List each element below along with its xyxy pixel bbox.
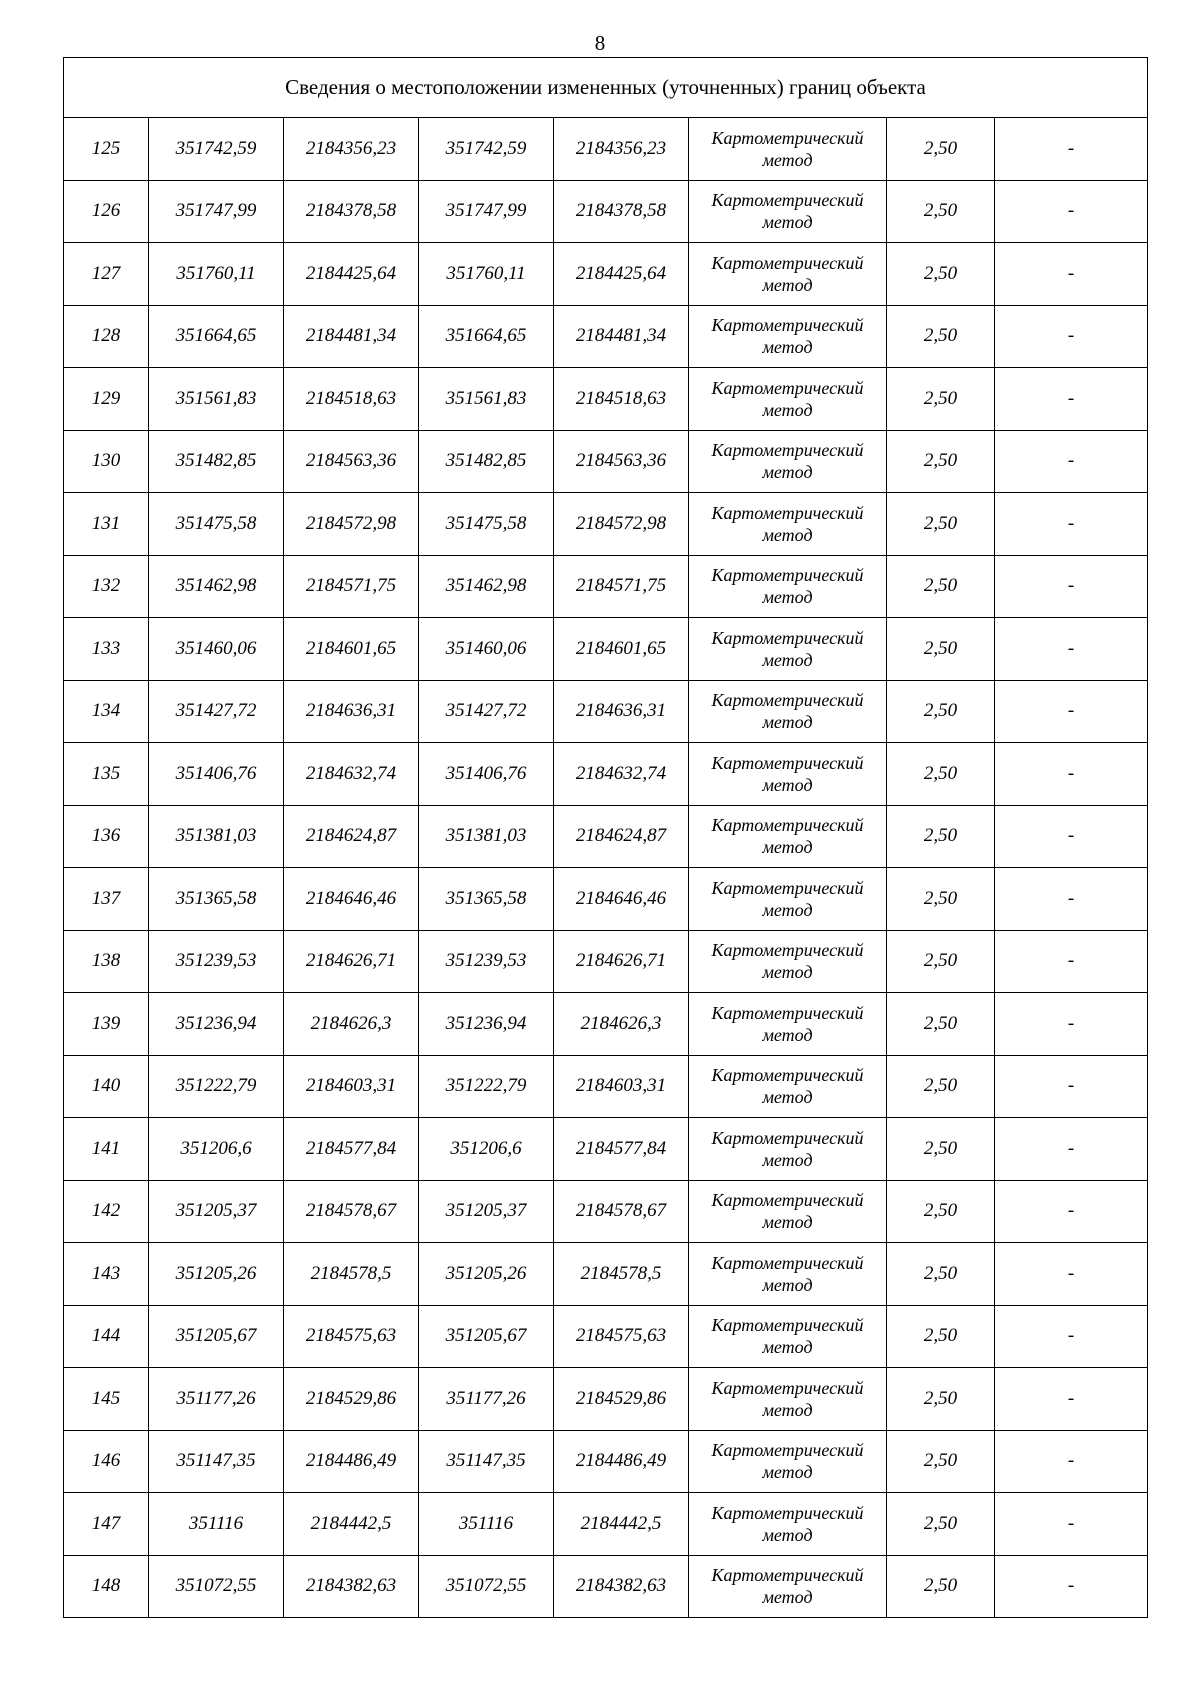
note-cell: - xyxy=(995,743,1148,806)
method-line-2: метод xyxy=(762,1024,813,1045)
method-cell xyxy=(689,118,887,181)
point-number-cell: 129 xyxy=(64,368,149,431)
method-line-1: Картометрический xyxy=(711,1565,864,1586)
precision-cell: 2,50 xyxy=(887,743,995,806)
x-old-cell: 351236,94 xyxy=(149,993,284,1056)
point-number-cell: 139 xyxy=(64,993,149,1056)
precision-cell: 2,50 xyxy=(887,868,995,931)
method-line-2: метод xyxy=(762,774,813,795)
x-old-cell: 351460,06 xyxy=(149,618,284,681)
method-cell xyxy=(689,180,887,243)
note-cell: - xyxy=(995,368,1148,431)
table-row xyxy=(64,368,1148,431)
method-line-2: метод xyxy=(762,1337,813,1358)
y-old-cell: 2184382,63 xyxy=(284,1555,419,1618)
point-number-cell: 133 xyxy=(64,618,149,681)
method-cell xyxy=(689,618,887,681)
method-line-2: метод xyxy=(762,1212,813,1233)
method-cell xyxy=(689,305,887,368)
method-line-2: метод xyxy=(762,1149,813,1170)
method-line-2: метод xyxy=(762,899,813,920)
y-new-cell: 2184624,87 xyxy=(554,805,689,868)
note-cell: - xyxy=(995,118,1148,181)
x-new-cell: 351239,53 xyxy=(419,930,554,993)
method-line-1: Картометрический xyxy=(711,1065,864,1086)
point-number-cell: 137 xyxy=(64,868,149,931)
y-new-cell: 2184425,64 xyxy=(554,243,689,306)
precision-cell: 2,50 xyxy=(887,618,995,681)
precision-cell: 2,50 xyxy=(887,1305,995,1368)
y-old-cell: 2184442,5 xyxy=(284,1493,419,1556)
method-cell xyxy=(689,1555,887,1618)
method-line-1: Картометрический xyxy=(711,315,864,336)
precision-cell: 2,50 xyxy=(887,305,995,368)
note-cell: - xyxy=(995,180,1148,243)
x-old-cell: 351475,58 xyxy=(149,493,284,556)
y-new-cell: 2184572,98 xyxy=(554,493,689,556)
x-new-cell: 351760,11 xyxy=(419,243,554,306)
method-line-1: Картометрический xyxy=(711,1440,864,1461)
y-old-cell: 2184632,74 xyxy=(284,743,419,806)
note-cell: - xyxy=(995,1243,1148,1306)
method-cell xyxy=(689,680,887,743)
y-old-cell: 2184481,34 xyxy=(284,305,419,368)
table-row xyxy=(64,930,1148,993)
y-new-cell: 2184563,36 xyxy=(554,430,689,493)
note-cell: - xyxy=(995,1555,1148,1618)
point-number-cell: 134 xyxy=(64,680,149,743)
note-cell: - xyxy=(995,618,1148,681)
method-line-2: метод xyxy=(762,962,813,983)
table-title-row xyxy=(64,58,1148,118)
method-cell xyxy=(689,743,887,806)
table-row xyxy=(64,118,1148,181)
x-new-cell: 351381,03 xyxy=(419,805,554,868)
x-new-cell: 351462,98 xyxy=(419,555,554,618)
method-line-1: Картометрический xyxy=(711,690,864,711)
x-new-cell: 351427,72 xyxy=(419,680,554,743)
note-cell: - xyxy=(995,555,1148,618)
x-new-cell: 351482,85 xyxy=(419,430,554,493)
y-old-cell: 2184563,36 xyxy=(284,430,419,493)
y-old-cell: 2184486,49 xyxy=(284,1430,419,1493)
y-old-cell: 2184518,63 xyxy=(284,368,419,431)
x-old-cell: 351147,35 xyxy=(149,1430,284,1493)
x-old-cell: 351664,65 xyxy=(149,305,284,368)
y-old-cell: 2184577,84 xyxy=(284,1118,419,1181)
note-cell: - xyxy=(995,430,1148,493)
table-row xyxy=(64,1118,1148,1181)
note-cell: - xyxy=(995,1368,1148,1431)
precision-cell: 2,50 xyxy=(887,493,995,556)
x-new-cell: 351475,58 xyxy=(419,493,554,556)
precision-cell: 2,50 xyxy=(887,1243,995,1306)
y-old-cell: 2184626,71 xyxy=(284,930,419,993)
table-row xyxy=(64,1555,1148,1618)
method-line-1: Картометрический xyxy=(711,1127,864,1148)
y-new-cell: 2184382,63 xyxy=(554,1555,689,1618)
method-line-1: Картометрический xyxy=(711,940,864,961)
method-cell xyxy=(689,993,887,1056)
method-cell xyxy=(689,805,887,868)
x-new-cell: 351236,94 xyxy=(419,993,554,1056)
note-cell: - xyxy=(995,493,1148,556)
y-new-cell: 2184529,86 xyxy=(554,1368,689,1431)
y-old-cell: 2184601,65 xyxy=(284,618,419,681)
x-new-cell: 351365,58 xyxy=(419,868,554,931)
x-new-cell: 351222,79 xyxy=(419,1055,554,1118)
method-cell xyxy=(689,1243,887,1306)
table-row xyxy=(64,618,1148,681)
method-line-1: Картометрический xyxy=(711,502,864,523)
method-line-1: Картометрический xyxy=(711,1502,864,1523)
point-number-cell: 131 xyxy=(64,493,149,556)
point-number-cell: 144 xyxy=(64,1305,149,1368)
method-cell xyxy=(689,1305,887,1368)
y-old-cell: 2184571,75 xyxy=(284,555,419,618)
x-new-cell: 351664,65 xyxy=(419,305,554,368)
precision-cell: 2,50 xyxy=(887,1430,995,1493)
method-cell xyxy=(689,1493,887,1556)
x-old-cell: 351222,79 xyxy=(149,1055,284,1118)
x-new-cell: 351205,26 xyxy=(419,1243,554,1306)
y-old-cell: 2184636,31 xyxy=(284,680,419,743)
method-line-1: Картометрический xyxy=(711,127,864,148)
method-line-1: Картометрический xyxy=(711,627,864,648)
x-new-cell: 351116 xyxy=(419,1493,554,1556)
method-line-1: Картометрический xyxy=(711,1377,864,1398)
x-old-cell: 351742,59 xyxy=(149,118,284,181)
method-cell xyxy=(689,430,887,493)
x-old-cell: 351482,85 xyxy=(149,430,284,493)
x-new-cell: 351147,35 xyxy=(419,1430,554,1493)
y-new-cell: 2184601,65 xyxy=(554,618,689,681)
x-new-cell: 351406,76 xyxy=(419,743,554,806)
table-row xyxy=(64,243,1148,306)
precision-cell: 2,50 xyxy=(887,368,995,431)
precision-cell: 2,50 xyxy=(887,555,995,618)
method-line-2: метод xyxy=(762,1087,813,1108)
point-number-cell: 146 xyxy=(64,1430,149,1493)
y-old-cell: 2184646,46 xyxy=(284,868,419,931)
precision-cell: 2,50 xyxy=(887,180,995,243)
note-cell: - xyxy=(995,1430,1148,1493)
point-number-cell: 138 xyxy=(64,930,149,993)
method-line-1: Картометрический xyxy=(711,190,864,211)
method-line-2: метод xyxy=(762,837,813,858)
x-new-cell: 351742,59 xyxy=(419,118,554,181)
precision-cell: 2,50 xyxy=(887,680,995,743)
table-row xyxy=(64,1243,1148,1306)
x-old-cell: 351206,6 xyxy=(149,1118,284,1181)
point-number-cell: 143 xyxy=(64,1243,149,1306)
method-line-1: Картометрический xyxy=(711,1190,864,1211)
x-old-cell: 351747,99 xyxy=(149,180,284,243)
x-old-cell: 351381,03 xyxy=(149,805,284,868)
y-new-cell: 2184378,58 xyxy=(554,180,689,243)
y-old-cell: 2184578,5 xyxy=(284,1243,419,1306)
point-number-cell: 128 xyxy=(64,305,149,368)
precision-cell: 2,50 xyxy=(887,118,995,181)
x-old-cell: 351406,76 xyxy=(149,743,284,806)
point-number-cell: 147 xyxy=(64,1493,149,1556)
x-old-cell: 351205,37 xyxy=(149,1180,284,1243)
y-old-cell: 2184378,58 xyxy=(284,180,419,243)
y-old-cell: 2184578,67 xyxy=(284,1180,419,1243)
y-new-cell: 2184356,23 xyxy=(554,118,689,181)
method-line-2: метод xyxy=(762,212,813,233)
y-new-cell: 2184636,31 xyxy=(554,680,689,743)
table-body xyxy=(64,118,1148,1618)
y-new-cell: 2184578,5 xyxy=(554,1243,689,1306)
table-row xyxy=(64,555,1148,618)
table-row xyxy=(64,1055,1148,1118)
table-row xyxy=(64,493,1148,556)
method-line-1: Картометрический xyxy=(711,440,864,461)
method-line-2: метод xyxy=(762,337,813,358)
table-row xyxy=(64,993,1148,1056)
x-new-cell: 351206,6 xyxy=(419,1118,554,1181)
y-new-cell: 2184518,63 xyxy=(554,368,689,431)
y-new-cell: 2184486,49 xyxy=(554,1430,689,1493)
point-number-cell: 126 xyxy=(64,180,149,243)
point-number-cell: 148 xyxy=(64,1555,149,1618)
x-old-cell: 351462,98 xyxy=(149,555,284,618)
precision-cell: 2,50 xyxy=(887,1368,995,1431)
y-old-cell: 2184624,87 xyxy=(284,805,419,868)
y-new-cell: 2184481,34 xyxy=(554,305,689,368)
y-old-cell: 2184626,3 xyxy=(284,993,419,1056)
x-old-cell: 351205,67 xyxy=(149,1305,284,1368)
method-cell xyxy=(689,1180,887,1243)
method-line-1: Картометрический xyxy=(711,877,864,898)
table-row xyxy=(64,743,1148,806)
note-cell: - xyxy=(995,243,1148,306)
note-cell: - xyxy=(995,1055,1148,1118)
method-line-2: метод xyxy=(762,649,813,670)
y-new-cell: 2184577,84 xyxy=(554,1118,689,1181)
y-new-cell: 2184442,5 xyxy=(554,1493,689,1556)
x-new-cell: 351747,99 xyxy=(419,180,554,243)
point-number-cell: 130 xyxy=(64,430,149,493)
point-number-cell: 135 xyxy=(64,743,149,806)
point-number-cell: 140 xyxy=(64,1055,149,1118)
y-new-cell: 2184571,75 xyxy=(554,555,689,618)
method-line-2: метод xyxy=(762,274,813,295)
table-row xyxy=(64,805,1148,868)
y-old-cell: 2184356,23 xyxy=(284,118,419,181)
y-new-cell: 2184632,74 xyxy=(554,743,689,806)
precision-cell: 2,50 xyxy=(887,930,995,993)
method-cell xyxy=(689,1368,887,1431)
point-number-cell: 127 xyxy=(64,243,149,306)
x-new-cell: 351205,67 xyxy=(419,1305,554,1368)
y-old-cell: 2184572,98 xyxy=(284,493,419,556)
table-row xyxy=(64,180,1148,243)
method-line-2: метод xyxy=(762,1274,813,1295)
method-cell xyxy=(689,930,887,993)
x-old-cell: 351205,26 xyxy=(149,1243,284,1306)
table-row xyxy=(64,430,1148,493)
method-cell xyxy=(689,868,887,931)
x-old-cell: 351365,58 xyxy=(149,868,284,931)
note-cell: - xyxy=(995,993,1148,1056)
method-line-2: метод xyxy=(762,587,813,608)
point-number-cell: 141 xyxy=(64,1118,149,1181)
x-new-cell: 351561,83 xyxy=(419,368,554,431)
precision-cell: 2,50 xyxy=(887,1055,995,1118)
method-line-2: метод xyxy=(762,712,813,733)
method-line-2: метод xyxy=(762,1462,813,1483)
page-number: 8 xyxy=(594,31,606,55)
x-old-cell: 351177,26 xyxy=(149,1368,284,1431)
note-cell: - xyxy=(995,1493,1148,1556)
x-new-cell: 351072,55 xyxy=(419,1555,554,1618)
table-row xyxy=(64,1430,1148,1493)
precision-cell: 2,50 xyxy=(887,993,995,1056)
x-old-cell: 351561,83 xyxy=(149,368,284,431)
precision-cell: 2,50 xyxy=(887,1493,995,1556)
table-row xyxy=(64,1368,1148,1431)
note-cell: - xyxy=(995,930,1148,993)
table-row xyxy=(64,305,1148,368)
method-line-2: метод xyxy=(762,1524,813,1545)
y-new-cell: 2184578,67 xyxy=(554,1180,689,1243)
boundary-coordinates-table xyxy=(63,57,1148,1618)
note-cell: - xyxy=(995,1305,1148,1368)
method-line-2: метод xyxy=(762,399,813,420)
table-row xyxy=(64,868,1148,931)
method-line-2: метод xyxy=(762,1399,813,1420)
method-line-2: метод xyxy=(762,524,813,545)
precision-cell: 2,50 xyxy=(887,805,995,868)
table-row xyxy=(64,1180,1148,1243)
method-cell xyxy=(689,1118,887,1181)
method-line-1: Картометрический xyxy=(711,565,864,586)
method-line-1: Картометрический xyxy=(711,815,864,836)
method-line-2: метод xyxy=(762,1587,813,1608)
y-new-cell: 2184646,46 xyxy=(554,868,689,931)
table-row xyxy=(64,1493,1148,1556)
method-line-1: Картометрический xyxy=(711,1315,864,1336)
method-line-1: Картометрический xyxy=(711,377,864,398)
method-line-1: Картометрический xyxy=(711,1002,864,1023)
table-title: Сведения о местоположении измененных (уточненных) границ объекта xyxy=(64,58,1148,118)
precision-cell: 2,50 xyxy=(887,243,995,306)
y-old-cell: 2184575,63 xyxy=(284,1305,419,1368)
method-line-1: Картометрический xyxy=(711,1252,864,1273)
method-cell xyxy=(689,493,887,556)
table-row xyxy=(64,680,1148,743)
point-number-cell: 132 xyxy=(64,555,149,618)
x-new-cell: 351460,06 xyxy=(419,618,554,681)
y-new-cell: 2184603,31 xyxy=(554,1055,689,1118)
method-cell xyxy=(689,1055,887,1118)
x-old-cell: 351116 xyxy=(149,1493,284,1556)
method-line-2: метод xyxy=(762,149,813,170)
x-old-cell: 351427,72 xyxy=(149,680,284,743)
method-cell xyxy=(689,243,887,306)
note-cell: - xyxy=(995,680,1148,743)
x-new-cell: 351177,26 xyxy=(419,1368,554,1431)
y-new-cell: 2184626,3 xyxy=(554,993,689,1056)
x-old-cell: 351239,53 xyxy=(149,930,284,993)
point-number-cell: 145 xyxy=(64,1368,149,1431)
precision-cell: 2,50 xyxy=(887,1180,995,1243)
method-line-1: Картометрический xyxy=(711,752,864,773)
note-cell: - xyxy=(995,1180,1148,1243)
x-old-cell: 351760,11 xyxy=(149,243,284,306)
y-old-cell: 2184425,64 xyxy=(284,243,419,306)
y-old-cell: 2184603,31 xyxy=(284,1055,419,1118)
y-new-cell: 2184575,63 xyxy=(554,1305,689,1368)
y-new-cell: 2184626,71 xyxy=(554,930,689,993)
method-cell xyxy=(689,1430,887,1493)
y-old-cell: 2184529,86 xyxy=(284,1368,419,1431)
method-cell xyxy=(689,555,887,618)
precision-cell: 2,50 xyxy=(887,430,995,493)
table-row xyxy=(64,1305,1148,1368)
method-line-1: Картометрический xyxy=(711,252,864,273)
method-line-2: метод xyxy=(762,462,813,483)
note-cell: - xyxy=(995,305,1148,368)
method-cell xyxy=(689,368,887,431)
x-new-cell: 351205,37 xyxy=(419,1180,554,1243)
point-number-cell: 136 xyxy=(64,805,149,868)
note-cell: - xyxy=(995,1118,1148,1181)
precision-cell: 2,50 xyxy=(887,1555,995,1618)
point-number-cell: 125 xyxy=(64,118,149,181)
note-cell: - xyxy=(995,805,1148,868)
note-cell: - xyxy=(995,868,1148,931)
point-number-cell: 142 xyxy=(64,1180,149,1243)
precision-cell: 2,50 xyxy=(887,1118,995,1181)
x-old-cell: 351072,55 xyxy=(149,1555,284,1618)
